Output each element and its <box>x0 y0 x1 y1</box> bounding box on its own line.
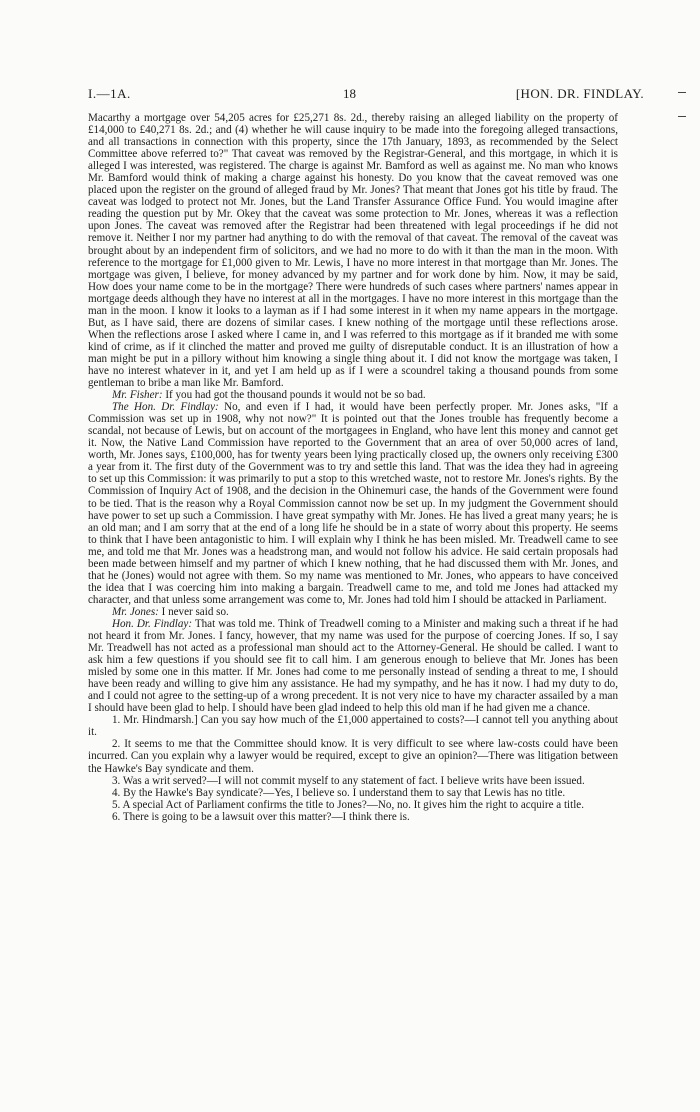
question-answer <box>88 799 618 811</box>
paragraph-text: Macarthy a mortgage over 54,205 acres for £25,271 8s. 2d., thereby raising an alleged liability on the property of £14,000 to £40,271 8s. 2d.; and (4) whether he will cause inquiry to be made into the foregoing alleged transactions, and all transactions in connection with this property, since the 17th January, 1893, as recommended by the Select Committee above referred to?" That caveat was removed by the Registrar-General, and this mortgage, in which it is alleged I was interested, was registered. The charge is against Mr. Bamford as well as against me. No man who knows Mr. Bamford would think of making a charge against his honesty. Do you know that the caveat removed was one placed upon the register on the ground of alleged fraud by Mr. Jones? That meant that Jones got his title by fraud. The caveat was lodged to protect not Mr. Jones, but the Land Transfer Assurance Office Fund. You would imagine after reading the question put by Mr. Okey that the caveat was some protection to Mr. Jones, whereas it was a reflection upon Jones. The caveat was removed after the Registrar had been threatened with legal proceedings if he did not remove it. Neither I nor my partner had anything to do with the removal of that caveat. The removal of the caveat was brought about by an independent firm of solicitors, and we had no more to do with it than the man in the moon. With reference to the mortgage for £1,000 given to Mr. Lewis, I have no more interest in that mortgage than Mr. Jones. The mortgage was given, I believe, for money advanced by my partner and for work done by him. Now, it may be said, How does your name come to be in the mortgage? There were hundreds of such cases where partners' names appear in mortgage deeds although they have no interest at all in the mortgages. I have no more interest in this mortgage than the man in the moon. I know it looks to a layman as if I had some interest in it when my name appears in the mortgage. But, as I have said, there are dozens of similar cases. I knew nothing of the mortgage until these reflections arose. When the reflections arose I asked where I came in, and I was referred to this mortgage as if it branded me with some kind of crime, as if it clinched the matter and proved me guilty of disreputable conduct. It is an illustration of how a man might be put in a pillory without him knowing a single thing about it. I did not know the mortgage was taken, I have no interest whatever in it, and yet I am held up as if I were a scoundrel taking a thousand pounds from some gentleman to bribe a man like Mr. Bamford. <box>88 112 618 390</box>
paragraph-text: 5. A special Act of Parliament confirms the title to Jones?—No, no. It gives him the right to acquire a title. <box>112 798 584 811</box>
speaker-label: Mr. Fisher: <box>112 389 163 402</box>
question-answer <box>88 738 618 774</box>
paragraph-text: No, and even if I had, it would have been perfectly proper. Mr. Jones asks, "If a Commission was set up in 1908, why not now?" It is pointed out that the Jones trouble has frequently become a scandal, not because of Lewis, but on account of the mortgagees in England, who have lent this money and cannot get it. Now, the Native Land Commission have reported to the Government that an area of over 50,000 acres of land, worth, Mr. Jones says, £100,000, has for twenty years been lying practically closed up, the owners only receiving £300 a year from it. The first duty of the Government was to try and settle this land. That was the idea they had in agreeing to set up this Commission: it was primarily to put a stop to this wretched waste, not to restore Mr. Jones's rights. By the Commission of Inquiry Act of 1908, and the decision in the Ohinemuri case, the hands of the Government were found to be tied. That is the reason why a Royal Commission cannot now be set up. In my judgment the Government should have power to set up such a Commission. I have great sympathy with Mr. Jones. He has lived a great many years; he is an old man; and I am sorry that at the end of a long life he should be in a state of worry about this property. He seems to think that I have been antagonistic to him. I will explain why I think he has been misled. Mr. Treadwell came to see me, and told me that Mr. Jones was a headstrong man, and would not follow his advice. He said certain proposals had been made between himself and my partner of which I knew nothing, that he had discussed them with Mr. Jones, and that he (Jones) would not agree with them. So my name was mentioned to Mr. Jones, who appears to have conceived the idea that I was coercing him into making a bargain. Treadwell came to me, and told me Jones had attacked my character, and that unless some arrangement was come to, Mr. Jones had told him I should be attacked in Parliament. <box>88 401 618 606</box>
question-answer <box>88 787 618 799</box>
header-reference: I.—1A. <box>88 86 131 101</box>
paragraph-text: If you had got the thousand pounds it would not be so bad. <box>162 389 426 402</box>
paragraph <box>88 606 618 618</box>
paragraph-text: 1. Mr. Hindmarsh.] Can you say how much of the £1,000 appertained to costs?—I cannot tell you anything about it. <box>88 714 618 739</box>
paragraph-text: 6. There is going to be a lawsuit over this matter?—I think there is. <box>112 810 410 823</box>
paragraph <box>88 618 618 714</box>
paragraph-text: 4. By the Hawke's Bay syndicate?—Yes, I believe so. I understand them to say that Lewis has no title. <box>112 786 566 799</box>
speaker-label: Mr. Jones: <box>112 605 159 618</box>
paragraph-text: 2. It seems to me that the Committee should know. It is very difficult to see where law-costs could have been incurred. Can you explain why a lawyer would be required, except to give an opinion?—There was litigation between the Hawke's Bay syndicate and them. <box>88 738 618 775</box>
margin-tick <box>678 92 686 93</box>
paragraph-text: I never said so. <box>158 605 229 618</box>
paragraph <box>88 401 618 606</box>
question-answer <box>88 714 618 738</box>
paragraph-text: 3. Was a writ served?—I will not commit myself to any statement of fact. I believe writs have been issued. <box>112 774 585 787</box>
header-speaker: [HON. DR. FINDLAY. <box>515 86 644 101</box>
page-header <box>88 86 660 104</box>
paragraph <box>88 112 618 389</box>
page-number: 18 <box>343 86 356 101</box>
speaker-label: The Hon. Dr. Findlay: <box>112 401 219 414</box>
question-answer <box>88 775 618 787</box>
document-body <box>88 112 618 823</box>
question-answer <box>88 811 618 823</box>
paragraph-text: That was told me. Think of Treadwell coming to a Minister and making such a threat if he had not heard it from Mr. Jones. I fancy, however, that my name was used for the purpose of coercing Jones. If so, I say Mr. Treadwell has not acted as a professional man should act to the Attorney-General. He should be called. I want to ask him a few questions if you should see fit to call him. I am generous enough to believe that Mr. Jones has been misled by some one in this matter. If Mr. Jones had come to me personally instead of sending a threat to me, I should have been ready and willing to give him any assistance. He had my sympathy, and he has it now. I had my duty to do, and I could not agree to the setting-up of a wrong precedent. It is not very nice to have my character assailed by a man I should have been glad to help. I should have been glad indeed to help this old man if he had given me a chance. <box>88 617 618 715</box>
margin-tick <box>678 116 686 117</box>
paragraph <box>88 389 618 401</box>
speaker-label: Hon. Dr. Findlay: <box>112 617 193 630</box>
